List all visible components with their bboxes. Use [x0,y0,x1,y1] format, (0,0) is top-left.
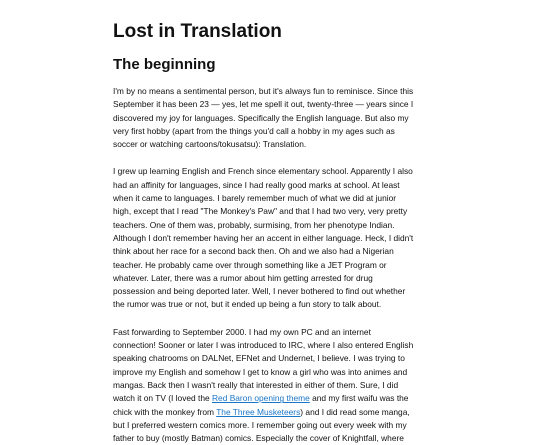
paragraph-line: high, except that I read "The Monkey's Paw" and that I had two very, very pretty [113,206,408,217]
paragraph-line: discovered my joy for languages. Specifically the English language. But also my [113,112,409,123]
paragraph-line: September it has been 23 — yes, let me spell it out, twenty-three — years since I [113,99,414,110]
paragraph-line: Fast forwarding to September 2000. I had my own PC and an internet [113,326,371,337]
paragraph-line: father to buy (mostly Batman) comics. Especially the cover of Knightfall, where [113,433,404,444]
paragraph-line: whatever. Later, there was a rumor about him getting arrested for drug [113,272,373,283]
paragraph-line: I'm by no means a sentimental person, but it's always fun to reminisce. Since this [113,86,414,96]
paragraph-line: possession and being deported later. Well, I never bothered to find out whether [113,286,406,297]
page-title: Lost in Translation [113,21,282,42]
paragraph-line: but I preferred western comics more. I remember going out every week with my [113,419,407,430]
paragraph-line: improve my English and somehow I get to know a girl who was into animes and [113,366,408,377]
paragraph-line: speaking chatrooms on DALNet, EFNet and Undernet, I believe. I was trying to [113,353,405,364]
section-heading: The beginning [113,56,216,73]
paragraph-line [113,392,429,405]
paragraph-line: Although I don't remember having her an accent in either language. Heck, I didn't [113,232,414,243]
paragraph-1 [113,85,429,151]
paragraph-line: teacher. He probably came over through something like a JET Program or [113,259,387,270]
paragraph-line: when it came to languages. I barely remember much of what we did at junior [113,193,397,204]
paragraph-line: connection! Sooner or later I was introduced to IRC, where I also entered English [113,340,414,351]
paragraph-line: the rumor was true or not, but it ended up being a fun story to talk about. [113,299,382,310]
red-baron-opening-theme-link[interactable]: Red Baron opening theme [212,393,310,404]
paragraph-line: teachers. One of them was, probably, surmising, from her phenotype Indian. [113,219,395,230]
text-fragment: watch it on TV (I loved the [113,393,212,404]
paragraph-3 [113,326,429,445]
blog-article [113,21,429,445]
paragraph-line: had an affinity for languages, since I had really good marks at school. At least [113,179,400,190]
text-fragment: and my first waifu was the [309,393,409,404]
text-fragment: chick with the monkey from [113,406,217,417]
paragraph-line: think about her race for a second back then. Oh and we also had a Nigerian [113,246,394,257]
paragraph-line: very first hobby (apart from the things you'd call a hobby in my ages such as [113,125,395,136]
paragraph-2 [113,165,429,311]
paragraph-line: mangas. Back then I wasn't really that interested in either of them. Sure, I did [113,379,399,390]
paragraph-line: I grew up learning English and French since elementary school. Apparently I also [113,166,413,177]
text-fragment: ) and I did read some manga, [300,406,410,417]
paragraph-line [113,406,429,419]
paragraph-line: soccer or watching cartoons/tokusatsu): Translation. [113,139,307,150]
three-musketeers-link[interactable]: The Three Musketeers [216,406,301,417]
